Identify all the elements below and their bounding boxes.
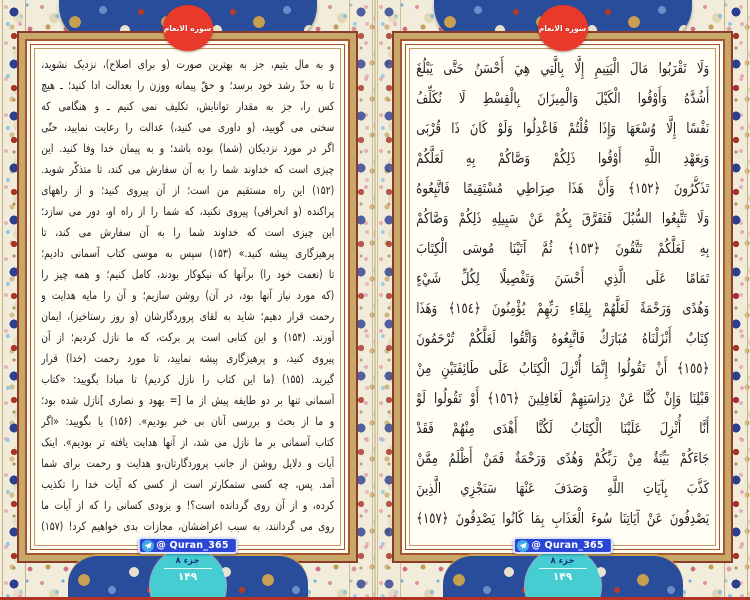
- text-line: تَمَامًا عَلَى الَّذِي أَحْسَنَ وَتَفْصِيلًا لِكُلِّ شَيْءٍ: [416, 271, 709, 287]
- ornament-band-inner: [349, 0, 373, 600]
- telegram-icon: [516, 540, 528, 552]
- text-line: بِهِ لَعَلَّكُمْ تَتَّقُونَ ﴿١٥٣﴾ ثُمَّ آتَيْنَا مُوسَى الْكِتَابَ: [416, 241, 709, 257]
- divider: [164, 568, 212, 569]
- text-line: سخنی می گویید، (و داوری می کنید،) عدالت را رعایت نمایید، حتّی: [41, 120, 334, 134]
- watermark-badge: [512, 537, 612, 554]
- watermark-label: @ Quran_365: [531, 540, 604, 551]
- text-line: روی می گردانند، به سبب اعراضشان، مجازات بدی خواهیم کرد! (۱۵۷): [41, 519, 334, 533]
- page-gutter: [374, 0, 376, 600]
- text-line: تا به حدّ رشد خود برسد؛ و حقّ پیمانه ووزن را بعدالت ادا کنید؛ ـ هیچ: [41, 78, 334, 92]
- text-line: كَذَّبَ بِآيَاتِ اللَّهِ وَصَدَفَ عَنْهَا سَنَجْزِي الَّذِينَ: [416, 481, 709, 497]
- text-line: (که مورد نیاز آنها بود، در آن) روشن سازیم؛ و آن را مایه هدایت و: [41, 288, 334, 302]
- text-line: قَبْلِنَا وَإِنْ كُنَّا عَنْ دِرَاسَتِهِمْ لَغَافِلِينَ ﴿١٥٦﴾ أَوْ تَقُولُوا لَوْ: [416, 391, 709, 407]
- text-line: كِتَابٌ أَنْزَلْنَاهُ مُبَارَكٌ فَاتَّبِعُوهُ وَاتَّقُوا لَعَلَّكُمْ تُرْحَمُونَ: [416, 331, 709, 347]
- juz-label: جزء ۸: [550, 556, 575, 566]
- text-line: وَبِعَهْدِ اللَّهِ أَوْفُوا ذَلِكُمْ وَصَّاكُمْ بِهِ لَعَلَّكُمْ: [416, 151, 709, 167]
- ornament-band-inner: [377, 0, 401, 600]
- text-line: جَاءَكُمْ بَيِّنَةٌ مِنْ رَبِّكُمْ وَهُدًى وَرَحْمَةٌ فَمَنْ أَظْلَمُ مِمَّنْ: [416, 451, 709, 467]
- juz-page-badge: [150, 548, 226, 600]
- text-line: کرده، و از آن روی گردانده است؟! و بزودی کسانی را که از آیات ما: [41, 498, 334, 512]
- text-line: وَلَا تَقْرَبُوا مَالَ الْيَتِيمِ إِلَّا بِالَّتِي هِيَ أَحْسَنُ حَتَّى يَبْلُغَ: [416, 61, 709, 77]
- surah-title-badge: [538, 5, 588, 51]
- text-panel: [405, 44, 720, 550]
- surah-title-badge: [163, 5, 213, 51]
- text-line: وَهُدًى وَرَحْمَةً لَعَلَّهُمْ بِلِقَاءِ رَبِّهِمْ يُؤْمِنُونَ ﴿١٥٤﴾ وَهَذَا: [416, 301, 709, 317]
- text-line: ﴿١٥٥﴾ أَنْ تَقُولُوا إِنَّمَا أُنْزِلَ الْكِتَابُ عَلَى طَائِفَتَيْنِ مِنْ: [416, 361, 709, 377]
- text-line: آمد. پس، چه کسی ستمکارتر است از کسی که آیات خدا را تکذیب: [41, 477, 334, 491]
- quran-page-right-arabic: [375, 0, 750, 600]
- verse-text: [416, 54, 709, 540]
- page-number: ۱۴۹: [177, 571, 198, 583]
- text-line: کتاب آسمانی بر ما نازل می شد، از آنها هدایت یافته تر بودیم». اینک: [41, 435, 334, 449]
- text-line: يَصْدِفُونَ عَنْ آيَاتِنَا سُوءَ الْعَذَابِ بِمَا كَانُوا يَصْدِفُونَ ﴿١٥٧﴾: [416, 511, 709, 527]
- text-line: آیات و دلایل روشن از جانب پروردگارتان،و هدایت و رحمت برای شما: [41, 456, 334, 470]
- watermark-badge: [137, 537, 237, 554]
- divider: [539, 568, 587, 569]
- ornament-band-outer: [2, 0, 26, 600]
- surah-title: سوره الانعام: [163, 23, 212, 33]
- text-line: پراکنده (و انحرافی) پیروی نکنید، که شما را از راه او، دور می سازد؛: [41, 204, 334, 218]
- text-line: آورند. (۱۵۴) و این کتابی است پر برکت، که ما نازل کردیم؛ از آن: [41, 330, 334, 344]
- juz-page-badge: [525, 548, 601, 600]
- text-panel: [30, 44, 345, 550]
- juz-label: جزء ۸: [175, 556, 200, 566]
- watermark-label: @ Quran_365: [156, 540, 229, 551]
- ornament-band-outer: [724, 0, 748, 600]
- text-line: وَلَا تَتَّبِعُوا السُّبُلَ فَتَفَرَّقَ بِكُمْ عَنْ سَبِيلِهِ ذَلِكُمْ وَصَّاكُمْ: [416, 211, 709, 227]
- text-line: این چیزی است که خداوند شما را به آن سفارش می کند، تا: [41, 225, 334, 239]
- text-line: آسمانی تنها بر دو طایفه پیش از ما [= یهود و نصاری ]نازل شده بود؛: [41, 393, 334, 407]
- text-line: گیرید. (۱۵۵) (ما این کتاب را نازل کردیم) تا مبادا بگویید: «کتاب: [41, 372, 334, 386]
- text-line: رحمت قرار دهیم؛ شاید به لقای پروردگارشان (و روز رستاخیز)، ایمان: [41, 309, 334, 323]
- telegram-icon: [141, 540, 153, 552]
- text-line: تَذَكَّرُونَ ﴿١٥٢﴾ وَأَنَّ هَذَا صِرَاطِي مُسْتَقِيمًا فَاتَّبِعُوهُ: [416, 181, 709, 197]
- text-line: نَفْسًا إِلَّا وُسْعَهَا وَإِذَا قُلْتُمْ فَاعْدِلُوا وَلَوْ كَانَ ذَا قُرْبَى: [416, 121, 709, 137]
- page-number: ۱۴۹: [552, 571, 573, 583]
- text-line: و ما از بحث و بررسی آنان بی خبر بودیم». (۱۵۶) یا بگویید: «اگر: [41, 414, 334, 428]
- text-line: اگر در مورد نزدیکان (شما) بوده باشد؛ و به پیمان خدا وفا کنید. این: [41, 141, 334, 155]
- text-line: أَنَّا أُنْزِلَ عَلَيْنَا الْكِتَابُ لَكُنَّا أَهْدَى مِنْهُمْ فَقَدْ: [416, 421, 709, 437]
- text-line: پرهیزگاری پیشه کنید.» (۱۵۳) سپس به موسی کتاب آسمانی دادیم؛: [41, 246, 334, 260]
- text-line: تا (نعمت خود را) برآنها که نیکوکار بودند، کامل کنیم؛ و همه چیز را: [41, 267, 334, 281]
- text-line: چیزی است که خداوند شما را به آن سفارش می کند، تا متذکّر شوید.: [41, 162, 334, 176]
- text-line: پیروی کنید، و پرهیزگاری پیشه نمایید، تا مورد رحمت (خدا) قرار: [41, 351, 334, 365]
- surah-title: سوره الانعام: [538, 23, 587, 33]
- translation-text: [41, 54, 334, 540]
- text-line: و به مال یتیم، جز به بهترین صورت (و برای اصلاح)، نزدیک نشوید،: [41, 57, 334, 71]
- text-line: (۱۵۲) این راه مستقیم من است؛ از آن پیروی کنید؛ و از راههای: [41, 183, 334, 197]
- text-line: کس را، جز به مقدار توانایش، تکلیف نمی کنیم ـ و هنگامی که: [41, 99, 334, 113]
- text-line: أَشُدَّهُ وَأَوْفُوا الْكَيْلَ وَالْمِيزَانَ بِالْقِسْطِ لَا نُكَلِّفُ: [416, 91, 709, 107]
